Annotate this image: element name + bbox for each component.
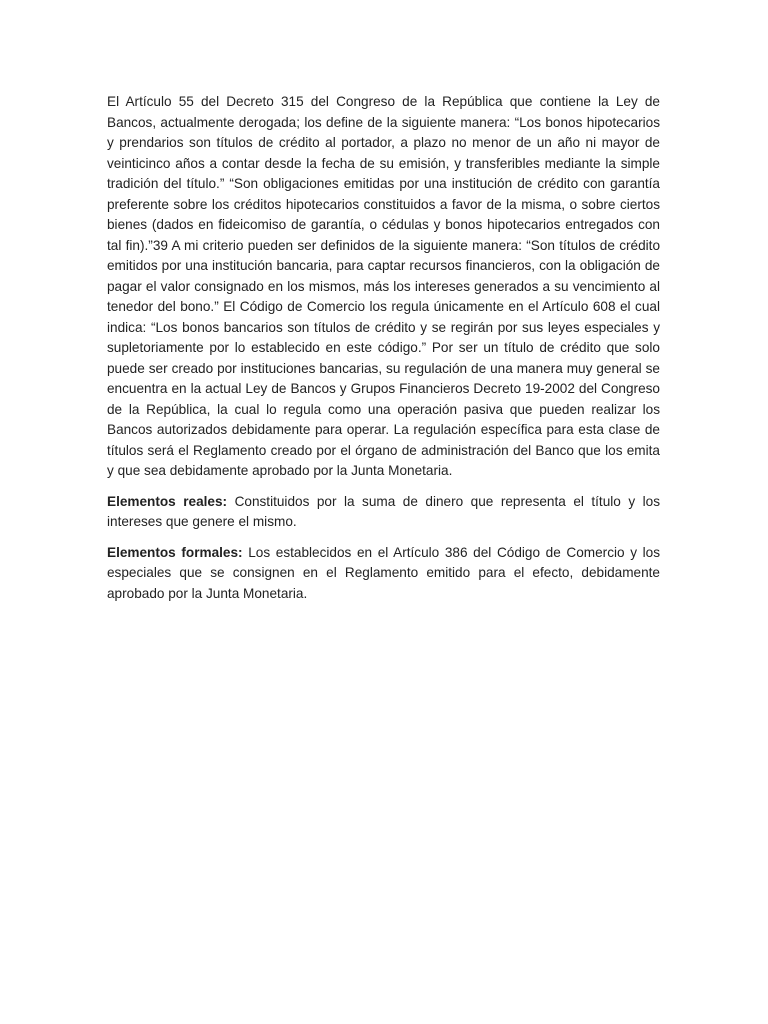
paragraph-elementos-formales	[107, 543, 660, 605]
text-elementos-reales: Constituidos por la suma de dinero que representa el título y los intereses que genere el mismo.	[107, 493, 660, 529]
paragraph-elementos-reales	[107, 492, 660, 533]
document-body	[107, 92, 660, 614]
paragraph-bonos-definicion: El Artículo 55 del Decreto 315 del Congreso de la República que contiene la Ley de Bancos, actualmente derogada; los define de la siguiente manera: “Los bonos hipotecarios y prendarios son títulos de crédito al portador, a plazo no menor de un año ni mayor de veinticinco años a contar desde la fecha de su emisión, y transferibles mediante la simple tradición del título.” “Son obligaciones emitidas por una institución de crédito con garantía preferente sobre los créditos hipotecarios constituidos a favor de la misma, o sobre ciertos bienes (dados en fideicomiso de garantía, o cédulas y bonos hipotecarios entregados con tal fin).”39 A mi criterio pueden ser definidos de la siguiente manera: “Son títulos de crédito emitidos por una institución bancaria, para captar recursos financieros, con la obligación de pagar el valor consignado en los mismos, más los intereses generados a su vencimiento al tenedor del bono.” El Código de Comercio los regula únicamente en el Artículo 608 el cual indica: “Los bonos bancarios son títulos de crédito y se regirán por sus leyes especiales y supletoriamente por lo establecido en este código.” Por ser un título de crédito que solo puede ser creado por instituciones bancarias, su regulación de una manera muy general se encuentra en la actual Ley de Bancos y Grupos Financieros Decreto 19-2002 del Congreso de la República, la cual lo regula como una operación pasiva que pueden realizar los Bancos autorizados debidamente para operar. La regulación específica para esta clase de títulos será el Reglamento creado por el órgano de administración del Banco que los emita y que sea debidamente aprobado por la Junta Monetaria.	[107, 94, 660, 478]
term-elementos-reales: Elementos reales:	[107, 493, 228, 509]
term-elementos-formales: Elementos formales:	[107, 544, 243, 560]
text-elementos-formales: Los establecidos en el Artículo 386 del Código de Comercio y los especiales que se consignen en el Reglamento emitido para el efecto, debidamente aprobado por la Junta Monetaria.	[107, 544, 661, 601]
